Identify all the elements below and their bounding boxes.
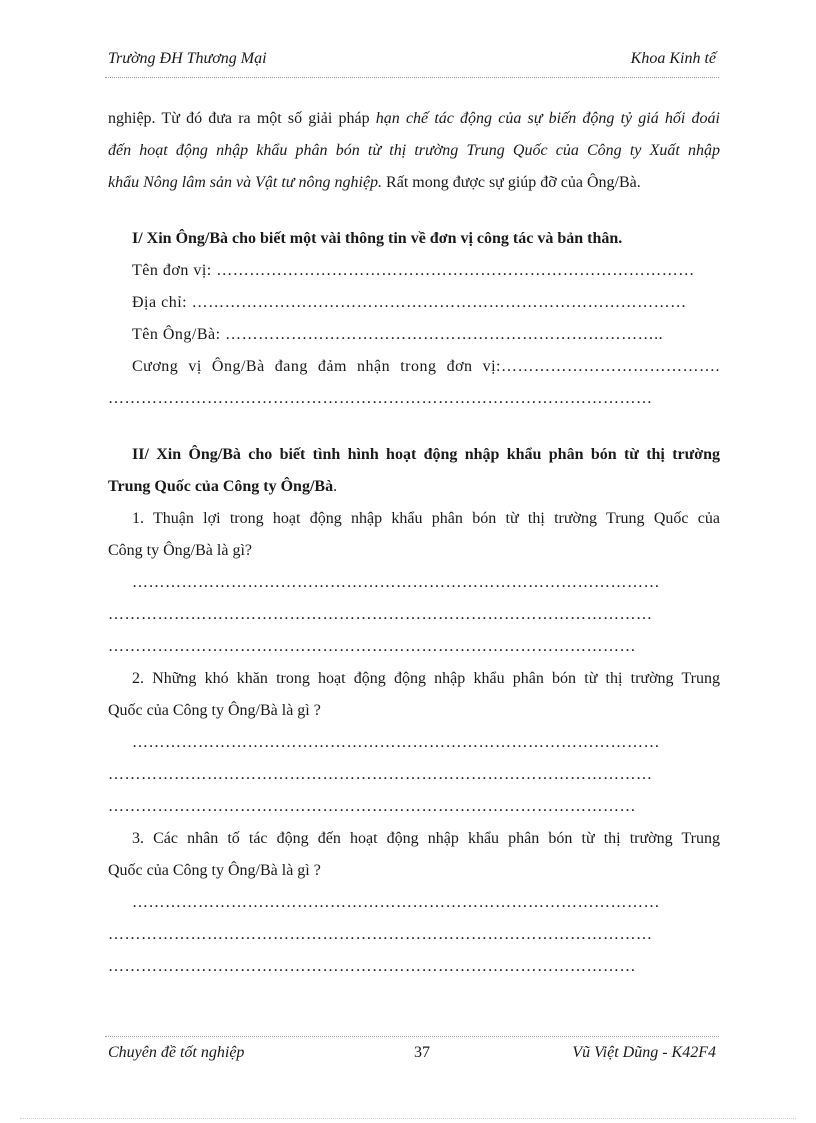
field-unit-name[interactable]: Tên đơn vị: ……………………………………………………………………………: [132, 262, 695, 279]
header-school: Trường ĐH Thương Mại: [108, 50, 267, 67]
question-1-line-1: 1. Thuận lợi trong hoạt động nhập khẩu phân bón từ thị trường Trung Quốc của: [132, 510, 720, 527]
section-2-heading-line-1: II/ Xin Ông/Bà cho biết tình hình hoạt động nhập khẩu phân bón từ thị trường: [132, 446, 720, 463]
intro-text: Rất mong được sự giúp đỡ của Ông/Bà.: [382, 174, 641, 191]
field-position-continued[interactable]: ………………………………………………………………………………………: [108, 390, 653, 407]
question-3-line-2: Quốc của Công ty Ông/Bà là gì ?: [108, 862, 321, 879]
header-divider: [105, 77, 719, 78]
section-1-heading: I/ Xin Ông/Bà cho biết một vài thông tin về đơn vị công tác và bản thân.: [132, 230, 623, 247]
footer-thesis-label: Chuyên đề tốt nghiệp: [108, 1044, 245, 1061]
intro-italic-text: khẩu Nông lâm sản và Vật tư nông nghiệp.: [108, 174, 383, 191]
question-3-line-1: 3. Các nhân tố tác động đến hoạt động nhập khẩu phân bón từ thị trường Trung: [132, 830, 720, 847]
question-2-line-1: 2. Những khó khăn trong hoạt động động nhập khẩu phân bón từ thị trường Trung: [132, 670, 720, 687]
question-3-answer-line[interactable]: ……………………………………………………………………………………: [108, 958, 636, 975]
field-address[interactable]: Địa chỉ: ………………………………………………………………………………: [132, 294, 687, 311]
page-header: [108, 50, 716, 74]
question-1-answer-line[interactable]: ………………………………………………………………………………………: [108, 606, 653, 623]
intro-line-3: [108, 167, 720, 199]
intro-italic-text: hạn chế tác động của sự biến động tỷ giá hối đoái: [375, 110, 721, 127]
section-2-heading-end: .: [333, 478, 338, 495]
section-2-heading-line-2: [108, 471, 720, 503]
question-2-answer-line[interactable]: ………………………………………………………………………………………: [108, 766, 653, 783]
field-position[interactable]: Cương vị Ông/Bà đang đảm nhận trong đơn vị:………………………………….: [132, 358, 720, 375]
question-2-answer-line[interactable]: ……………………………………………………………………………………: [132, 734, 660, 751]
intro-line-1: [108, 103, 720, 135]
field-respondent-name[interactable]: Tên Ông/Bà: ……………………………………………………………………..: [132, 326, 664, 343]
question-3-answer-line[interactable]: ………………………………………………………………………………………: [108, 926, 653, 943]
section-2-heading-bold: Trung Quốc của Công ty Ông/Bà: [108, 478, 334, 495]
spacer: [108, 199, 720, 223]
question-3-answer-line[interactable]: ……………………………………………………………………………………: [132, 894, 660, 911]
document-body: [108, 103, 720, 983]
question-2-answer-line[interactable]: ……………………………………………………………………………………: [108, 798, 636, 815]
intro-text: nghiệp. Từ đó đưa ra một số giải pháp: [108, 110, 376, 127]
question-1-answer-line[interactable]: ……………………………………………………………………………………: [108, 638, 636, 655]
footer-author: Vũ Việt Dũng - K42F4: [572, 1044, 716, 1061]
footer-divider: [105, 1036, 719, 1037]
page-number: 37: [414, 1044, 430, 1061]
spacer: [108, 415, 720, 439]
page-bottom-divider: [20, 1118, 796, 1119]
page-footer: [108, 1044, 716, 1068]
header-faculty: Khoa Kinh tế: [630, 50, 716, 67]
intro-line-2: [108, 135, 720, 167]
question-2-line-2: Quốc của Công ty Ông/Bà là gì ?: [108, 702, 321, 719]
question-1-line-2: Công ty Ông/Bà là gì?: [108, 542, 252, 559]
intro-italic-text: đến hoạt động nhập khẩu phân bón từ thị trường Trung Quốc của Công ty Xuất nhập: [108, 142, 720, 159]
question-1-answer-line[interactable]: ……………………………………………………………………………………: [132, 574, 660, 591]
